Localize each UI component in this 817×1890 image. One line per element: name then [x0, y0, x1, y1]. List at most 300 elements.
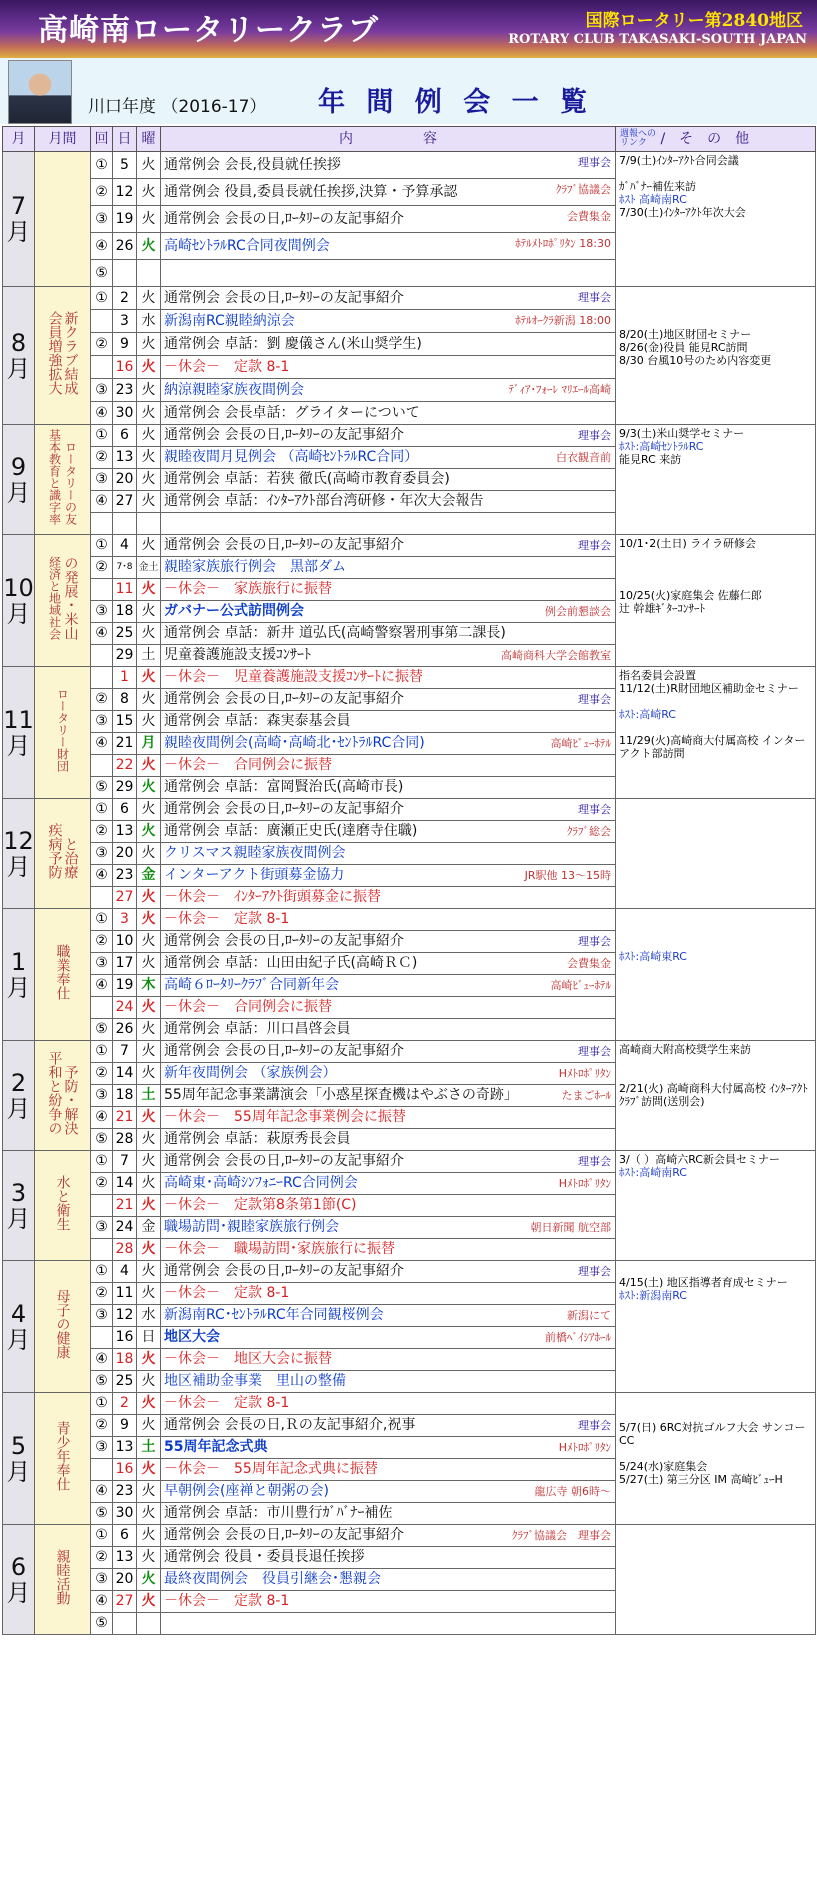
meeting-number: [91, 997, 113, 1019]
meeting-note: JR駅他 13～15時: [524, 869, 611, 882]
other-note: 能見RC 来訪: [619, 453, 682, 466]
meeting-weekday: 火: [137, 1481, 161, 1503]
meeting-note: 新潟にて: [567, 1309, 611, 1322]
meeting-note: 例会前懇談会: [545, 605, 611, 618]
meeting-number: ④: [91, 1349, 113, 1371]
meeting-number: ③: [91, 601, 113, 623]
other-note: 9/3(土)米山奨学セミナー: [619, 427, 745, 440]
other-notes-cell: [616, 1261, 816, 1393]
other-notes-cell: [616, 1525, 816, 1635]
meeting-day: [113, 513, 137, 535]
meeting-number: [91, 513, 113, 535]
meeting-number: [91, 1195, 113, 1217]
theme-cell: [35, 535, 91, 667]
meeting-content: [161, 1041, 616, 1063]
meeting-content[interactable]: [161, 887, 616, 909]
theme-cell: [35, 425, 91, 535]
meeting-weekday: 火: [137, 1041, 161, 1063]
meeting-number: ④: [91, 1481, 113, 1503]
month-cell: [3, 1151, 35, 1261]
content-text: 通常例会 会長の日,ﾛｰﾀﾘｰの友記事紹介: [164, 210, 404, 227]
meeting-number: ⑤: [91, 260, 113, 287]
theme-cell: [35, 1393, 91, 1525]
meeting-content[interactable]: [161, 1459, 616, 1481]
meeting-weekday: 火: [137, 953, 161, 975]
meeting-content[interactable]: [161, 1283, 616, 1305]
meeting-day: 21: [113, 1195, 137, 1217]
other-note: 7/30(土)ｲﾝﾀｰｱｸﾄ年次大会: [619, 206, 746, 219]
meeting-day: 6: [113, 1525, 137, 1547]
other-notes-cell: [616, 1151, 816, 1261]
meeting-day: 2: [113, 287, 137, 310]
month-unit: 月: [6, 731, 31, 760]
other-note: 7/9(土)ｲﾝﾀｰｱｸﾄ合同会議: [619, 154, 739, 167]
meeting-weekday: 火: [137, 909, 161, 931]
month-cell: [3, 1393, 35, 1525]
month-number: 6: [10, 1552, 27, 1581]
meeting-content: [161, 1151, 616, 1173]
meeting-weekday: 火: [137, 689, 161, 711]
meeting-content[interactable]: [161, 601, 616, 623]
meeting-note: 理事会: [578, 1045, 611, 1058]
meeting-day: 26: [113, 233, 137, 260]
year-label: 川口年度 （2016-17）: [88, 97, 267, 117]
header-banner: [0, 0, 817, 58]
meeting-content[interactable]: [161, 1173, 616, 1195]
meeting-content[interactable]: [161, 1481, 616, 1503]
header-month: 月: [3, 127, 35, 152]
meeting-weekday: [137, 1613, 161, 1635]
meeting-number: ①: [91, 1041, 113, 1063]
meeting-note: Hﾒﾄﾛﾎﾟﾘﾀﾝ: [558, 1067, 611, 1080]
month-unit: 月: [6, 218, 31, 246]
month-unit: 月: [6, 1094, 31, 1123]
other-note: [619, 315, 812, 328]
content-text: －休会－ 定款 8-1: [164, 1285, 290, 1301]
meeting-content: [161, 469, 616, 491]
month-unit: 月: [6, 599, 31, 628]
meeting-number: ③: [91, 1437, 113, 1459]
other-notes-cell: [616, 1041, 816, 1151]
other-notes-cell: [616, 1393, 816, 1525]
meeting-content[interactable]: [161, 1107, 616, 1129]
content-text: －休会－ ｲﾝﾀｰｱｸﾄ街頭募金に振替: [164, 889, 381, 905]
meeting-note: 理事会: [578, 1419, 611, 1432]
table-row: [3, 909, 816, 931]
meeting-weekday: 火: [137, 1547, 161, 1569]
meeting-content[interactable]: [161, 1349, 616, 1371]
meeting-content: [161, 179, 616, 206]
content-text: ガバナー公式訪問例会: [164, 603, 304, 619]
meeting-number: ①: [91, 287, 113, 310]
meeting-content[interactable]: [161, 233, 616, 260]
meeting-number: ②: [91, 1415, 113, 1437]
content-text: －休会－ 定款 8-1: [164, 358, 290, 375]
meeting-number: ⑤: [91, 1503, 113, 1525]
month-number: 9: [10, 452, 27, 481]
meeting-weekday: 火: [137, 1569, 161, 1591]
meeting-day: 25: [113, 1371, 137, 1393]
other-note: 辻 幹雄ｷﾞﾀｰｺﾝｻｰﾄ: [619, 602, 705, 615]
meeting-note: 理事会: [578, 291, 611, 304]
meeting-content[interactable]: [161, 843, 616, 865]
meeting-day: 2: [113, 1393, 137, 1415]
meeting-content[interactable]: [161, 1063, 616, 1085]
meeting-number: ④: [91, 1107, 113, 1129]
content-text: －休会－ 定款 8-1: [164, 911, 290, 927]
content-text: 通常例会 会長の日,ﾛｰﾀﾘｰの友記事紹介: [164, 1527, 404, 1543]
meeting-content[interactable]: [161, 975, 616, 997]
meeting-number: ③: [91, 953, 113, 975]
meeting-number: [91, 645, 113, 667]
month-cell: [3, 425, 35, 535]
other-notes-cell: [616, 535, 816, 667]
table-row: [3, 1041, 816, 1063]
meeting-note: ﾎﾃﾙﾒﾄﾛﾎﾟﾘﾀﾝ 18:30: [515, 237, 611, 250]
other-note: ﾎｽﾄ:高崎南RC: [619, 1166, 687, 1179]
meeting-number: ③: [91, 1217, 113, 1239]
meeting-content[interactable]: [161, 1569, 616, 1591]
content-text: 通常例会 会長の日,ﾛｰﾀﾘｰの友記事紹介: [164, 1263, 404, 1279]
meeting-content: [161, 931, 616, 953]
content-text: 親睦家族旅行例会 黒部ダム: [164, 559, 346, 575]
content-text: 親睦夜間月見例会 （高崎ｾﾝﾄﾗﾙRC合同）: [164, 449, 419, 465]
meeting-number: ④: [91, 1591, 113, 1613]
meeting-day: 14: [113, 1173, 137, 1195]
meeting-note: 高崎ﾋﾞｭｰﾎﾃﾙ: [550, 979, 611, 992]
other-notes-cell: [616, 152, 816, 287]
meeting-note: Hﾒﾄﾛﾎﾟﾘﾀﾝ: [558, 1177, 611, 1190]
meeting-content[interactable]: [161, 557, 616, 579]
content-text: 通常例会 卓話：森実泰基会員: [164, 713, 351, 729]
meeting-content[interactable]: [161, 1305, 616, 1327]
meeting-weekday: 火: [137, 1393, 161, 1415]
meeting-day: 27: [113, 887, 137, 909]
meeting-number: [91, 1327, 113, 1349]
meeting-note: 理事会: [578, 803, 611, 816]
meeting-day: 13: [113, 821, 137, 843]
content-text: 納涼親睦家族夜間例会: [164, 381, 304, 398]
meeting-note: 理事会: [578, 935, 611, 948]
meeting-day: [113, 1613, 137, 1635]
content-text: 通常例会 会長の日,Ｒの友記事紹介,祝事: [164, 1417, 416, 1433]
meeting-number: ④: [91, 491, 113, 513]
meeting-note: 理事会: [578, 156, 611, 169]
content-text: 55周年記念事業講演会「小惑星探査機はやぶさの奇跡」: [164, 1087, 518, 1103]
content-text: 新潟南RC親睦納涼会: [164, 312, 295, 329]
meeting-weekday: 火: [137, 1195, 161, 1217]
meeting-weekday: 火: [137, 425, 161, 447]
meeting-weekday: 日: [137, 1327, 161, 1349]
meeting-weekday: 火: [137, 491, 161, 513]
meeting-content[interactable]: [161, 1239, 616, 1261]
meeting-weekday: 火: [137, 1591, 161, 1613]
month-number: 11: [3, 705, 34, 734]
meeting-note: 白衣観音前: [556, 451, 611, 464]
theme-cell: [35, 667, 91, 799]
meeting-day: 7: [113, 1041, 137, 1063]
meeting-day: 23: [113, 865, 137, 887]
content-text: 通常例会 卓話：新井 道弘氏(高崎警察署刑事第二課長): [164, 625, 506, 641]
meeting-content[interactable]: [161, 755, 616, 777]
meeting-number: ③: [91, 469, 113, 491]
meeting-weekday: 火: [137, 179, 161, 206]
month-number: 12: [3, 826, 34, 855]
meeting-weekday: 火: [137, 1525, 161, 1547]
meeting-weekday: 火: [137, 755, 161, 777]
meeting-content: [161, 491, 616, 513]
month-unit: 月: [6, 1457, 31, 1486]
meeting-content[interactable]: [161, 310, 616, 333]
meeting-weekday: 火: [137, 1019, 161, 1041]
table-header-row: [3, 127, 816, 152]
meeting-content: [161, 799, 616, 821]
meeting-note: 高崎商科大学会館教室: [501, 649, 611, 662]
theme-text: 会員増強拡大: [46, 311, 63, 395]
meeting-content: [161, 206, 616, 233]
other-note: [619, 1447, 812, 1460]
other-note: 8/30 台風10号のため内容変更: [619, 354, 772, 367]
meeting-day: 12: [113, 179, 137, 206]
theme-cell: [35, 1041, 91, 1151]
meeting-day: 26: [113, 1019, 137, 1041]
meeting-day: 4: [113, 1261, 137, 1283]
theme-text: ロータリー財団: [55, 688, 70, 772]
meeting-day: 20: [113, 1569, 137, 1591]
theme-text: 平和と紛争の: [46, 1051, 63, 1135]
header-day: 日: [113, 127, 137, 152]
meeting-content: [161, 953, 616, 975]
theme-cell: [35, 909, 91, 1041]
meeting-note: たまごﾎｰﾙ: [561, 1089, 611, 1102]
meeting-content[interactable]: [161, 1217, 616, 1239]
content-text: 通常例会 卓話：ｲﾝﾀｰｱｸﾄ部台湾研修・年次大会報告: [164, 493, 484, 509]
meeting-day: 18: [113, 601, 137, 623]
meeting-number: ②: [91, 931, 113, 953]
other-note: ﾎｽﾄ:新潟南RC: [619, 1289, 687, 1302]
meeting-content[interactable]: [161, 1327, 616, 1349]
other-note: [619, 1395, 812, 1408]
meeting-content[interactable]: [161, 909, 616, 931]
meeting-content[interactable]: [161, 1371, 616, 1393]
meeting-weekday: 木: [137, 975, 161, 997]
month-number: 7: [10, 192, 27, 220]
meeting-day: 23: [113, 1481, 137, 1503]
meeting-day: 7: [113, 1151, 137, 1173]
table-row: [3, 287, 816, 310]
meeting-content[interactable]: [161, 865, 616, 887]
meeting-day: 8: [113, 689, 137, 711]
header-other: [616, 127, 816, 152]
meeting-number: [91, 310, 113, 333]
month-number: 4: [10, 1299, 27, 1328]
content-text: 55周年記念式典: [164, 1439, 268, 1455]
meeting-number: ④: [91, 623, 113, 645]
other-note: [619, 695, 812, 708]
meeting-content: [161, 1019, 616, 1041]
meeting-content: [161, 535, 616, 557]
content-text: 通常例会 会長の日,ﾛｰﾀﾘｰの友記事紹介: [164, 1153, 404, 1169]
month-number: 5: [10, 1431, 27, 1460]
meeting-weekday: 火: [137, 931, 161, 953]
table-row: [3, 1261, 816, 1283]
month-cell: [3, 1041, 35, 1151]
month-cell: [3, 152, 35, 287]
meeting-content[interactable]: [161, 667, 616, 689]
meeting-weekday: 火: [137, 447, 161, 469]
content-text: 通常例会 卓話：若狭 徹氏(高崎市教育委員会): [164, 471, 450, 487]
meeting-day: 12: [113, 1305, 137, 1327]
content-text: 新潟南RC･ｾﾝﾄﾗﾙRC年合同観桜例会: [164, 1307, 384, 1323]
meeting-note: 理事会: [578, 539, 611, 552]
meeting-weekday: 火: [137, 469, 161, 491]
month-unit: 月: [6, 852, 31, 881]
meeting-day: 23: [113, 379, 137, 402]
content-text: 高崎６ﾛｰﾀﾘｰｸﾗﾌﾞ合同新年会: [164, 977, 339, 993]
other-note: 高崎商大附高校奨学生来訪: [619, 1043, 751, 1056]
meeting-content[interactable]: [161, 356, 616, 379]
meeting-content: [161, 1085, 616, 1107]
month-cell: [3, 535, 35, 667]
other-notes-cell: [616, 909, 816, 1041]
content-text: 児童養護施設支援ｺﾝｻｰﾄ: [164, 647, 311, 663]
content-text: 通常例会 卓話：廣瀬正史氏(達磨寺住職): [164, 823, 418, 839]
meeting-content[interactable]: [161, 1195, 616, 1217]
meeting-number: ⑤: [91, 777, 113, 799]
other-note: [619, 563, 812, 576]
other-note: [619, 302, 812, 315]
meeting-weekday: 火: [137, 799, 161, 821]
theme-text: 経済と地域社会: [47, 556, 62, 640]
meeting-content[interactable]: [161, 1591, 616, 1613]
meeting-note: ｸﾗﾌﾞ協議会 理事会: [512, 1529, 611, 1542]
meeting-day: 24: [113, 997, 137, 1019]
meeting-number: ②: [91, 333, 113, 356]
meeting-day: 20: [113, 469, 137, 491]
meeting-number: ①: [91, 909, 113, 931]
content-text: －休会－ 地区大会に振替: [164, 1351, 332, 1367]
meeting-day: 18: [113, 1085, 137, 1107]
meeting-weekday: 火: [137, 535, 161, 557]
month-unit: 月: [6, 354, 31, 383]
meeting-content: [161, 287, 616, 310]
meeting-day: 20: [113, 843, 137, 865]
meeting-weekday: 火: [137, 1173, 161, 1195]
other-note: [619, 924, 812, 937]
meeting-number: [91, 887, 113, 909]
other-note: ﾎｽﾄ 高崎南RC: [619, 193, 687, 206]
other-note: 10/1･2(土日) ライラ研修会: [619, 537, 756, 550]
meeting-day: 14: [113, 1063, 137, 1085]
other-note: [619, 1056, 812, 1069]
meeting-day: 29: [113, 777, 137, 799]
meeting-day: 17: [113, 953, 137, 975]
meeting-note: 理事会: [578, 1265, 611, 1278]
meeting-number: ②: [91, 179, 113, 206]
meeting-day: 13: [113, 1547, 137, 1569]
theme-text: 予防・解決: [62, 1065, 79, 1135]
meeting-content[interactable]: [161, 447, 616, 469]
meeting-number: [91, 579, 113, 601]
meeting-content[interactable]: [161, 579, 616, 601]
meeting-content[interactable]: [161, 1393, 616, 1415]
theme-text: ロータリーの友: [63, 441, 78, 525]
meeting-weekday: 火: [137, 1349, 161, 1371]
meeting-content: [161, 402, 616, 425]
meeting-day: 16: [113, 356, 137, 379]
meeting-number: ④: [91, 233, 113, 260]
meeting-content[interactable]: [161, 1437, 616, 1459]
content-text: 通常例会 会長の日,ﾛｰﾀﾘｰの友記事紹介: [164, 691, 404, 707]
theme-text: 水と衛生: [54, 1175, 71, 1231]
meeting-number: ①: [91, 535, 113, 557]
meeting-weekday: 火: [137, 402, 161, 425]
other-note: 10/25(火)家庭集会 佐藤仁郎: [619, 589, 762, 602]
meeting-day: 13: [113, 447, 137, 469]
meeting-weekday: 月: [137, 733, 161, 755]
content-text: 親睦夜間例会(高崎･高崎北･ｾﾝﾄﾗﾙRC合同): [164, 735, 425, 751]
meeting-note: ﾎﾃﾙｵｰｸﾗ新潟 18:00: [515, 314, 611, 327]
table-row: [3, 152, 816, 179]
other-note: 4/15(土) 地区指導者育成セミナー: [619, 1276, 788, 1289]
other-note: [619, 167, 812, 180]
content-text: 通常例会 会長の日,ﾛｰﾀﾘｰの友記事紹介: [164, 289, 404, 306]
meeting-day: 30: [113, 1503, 137, 1525]
meeting-weekday: 金: [137, 865, 161, 887]
table-row: [3, 799, 816, 821]
meeting-number: ⑤: [91, 1129, 113, 1151]
other-note: [619, 1069, 812, 1082]
meeting-content[interactable]: [161, 997, 616, 1019]
month-unit: 月: [6, 478, 31, 507]
other-notes-cell: [616, 799, 816, 909]
meeting-day: 28: [113, 1239, 137, 1261]
month-cell: [3, 909, 35, 1041]
month-cell: [3, 667, 35, 799]
content-text: インターアクト街頭募金協力: [164, 867, 345, 883]
header-link[interactable]: 週報への リンク: [620, 128, 657, 148]
content-text: －休会－ 定款 8-1: [164, 1593, 290, 1609]
meeting-weekday: 火: [137, 287, 161, 310]
meeting-number: ③: [91, 1569, 113, 1591]
meeting-day: 27: [113, 1591, 137, 1613]
meeting-day: 24: [113, 1217, 137, 1239]
other-note: 5/7(日) 6RC対抗ゴルフ大会 サンコーCC: [619, 1421, 806, 1447]
meeting-content: [161, 260, 616, 287]
content-text: －休会－ 55周年記念事業例会に振替: [164, 1109, 406, 1125]
meeting-content[interactable]: [161, 379, 616, 402]
meeting-weekday: 火: [137, 1459, 161, 1481]
month-unit: 月: [6, 1578, 31, 1607]
meeting-content: [161, 152, 616, 179]
content-text: 通常例会 役員・委員長退任挨拶: [164, 1549, 365, 1565]
content-text: －休会－ 定款第8条第1節(C): [164, 1197, 357, 1213]
meeting-day: 19: [113, 206, 137, 233]
other-note: [619, 911, 812, 924]
meeting-note: Hﾒﾄﾛﾎﾟﾘﾀﾝ: [558, 1441, 611, 1454]
other-notes-cell: [616, 667, 816, 799]
meeting-content[interactable]: [161, 733, 616, 755]
meeting-number: ①: [91, 1393, 113, 1415]
meeting-number: ③: [91, 379, 113, 402]
meeting-weekday: 火: [137, 152, 161, 179]
meeting-number: ①: [91, 425, 113, 447]
content-text: 最終夜間例会 役員引継会･懇親会: [164, 1571, 381, 1587]
meeting-number: ①: [91, 1151, 113, 1173]
meeting-weekday: 火: [137, 1107, 161, 1129]
content-text: －休会－ 合同例会に振替: [164, 757, 332, 773]
meeting-note: 前橋ﾍﾞｲｼｱﾎｰﾙ: [545, 1331, 611, 1344]
